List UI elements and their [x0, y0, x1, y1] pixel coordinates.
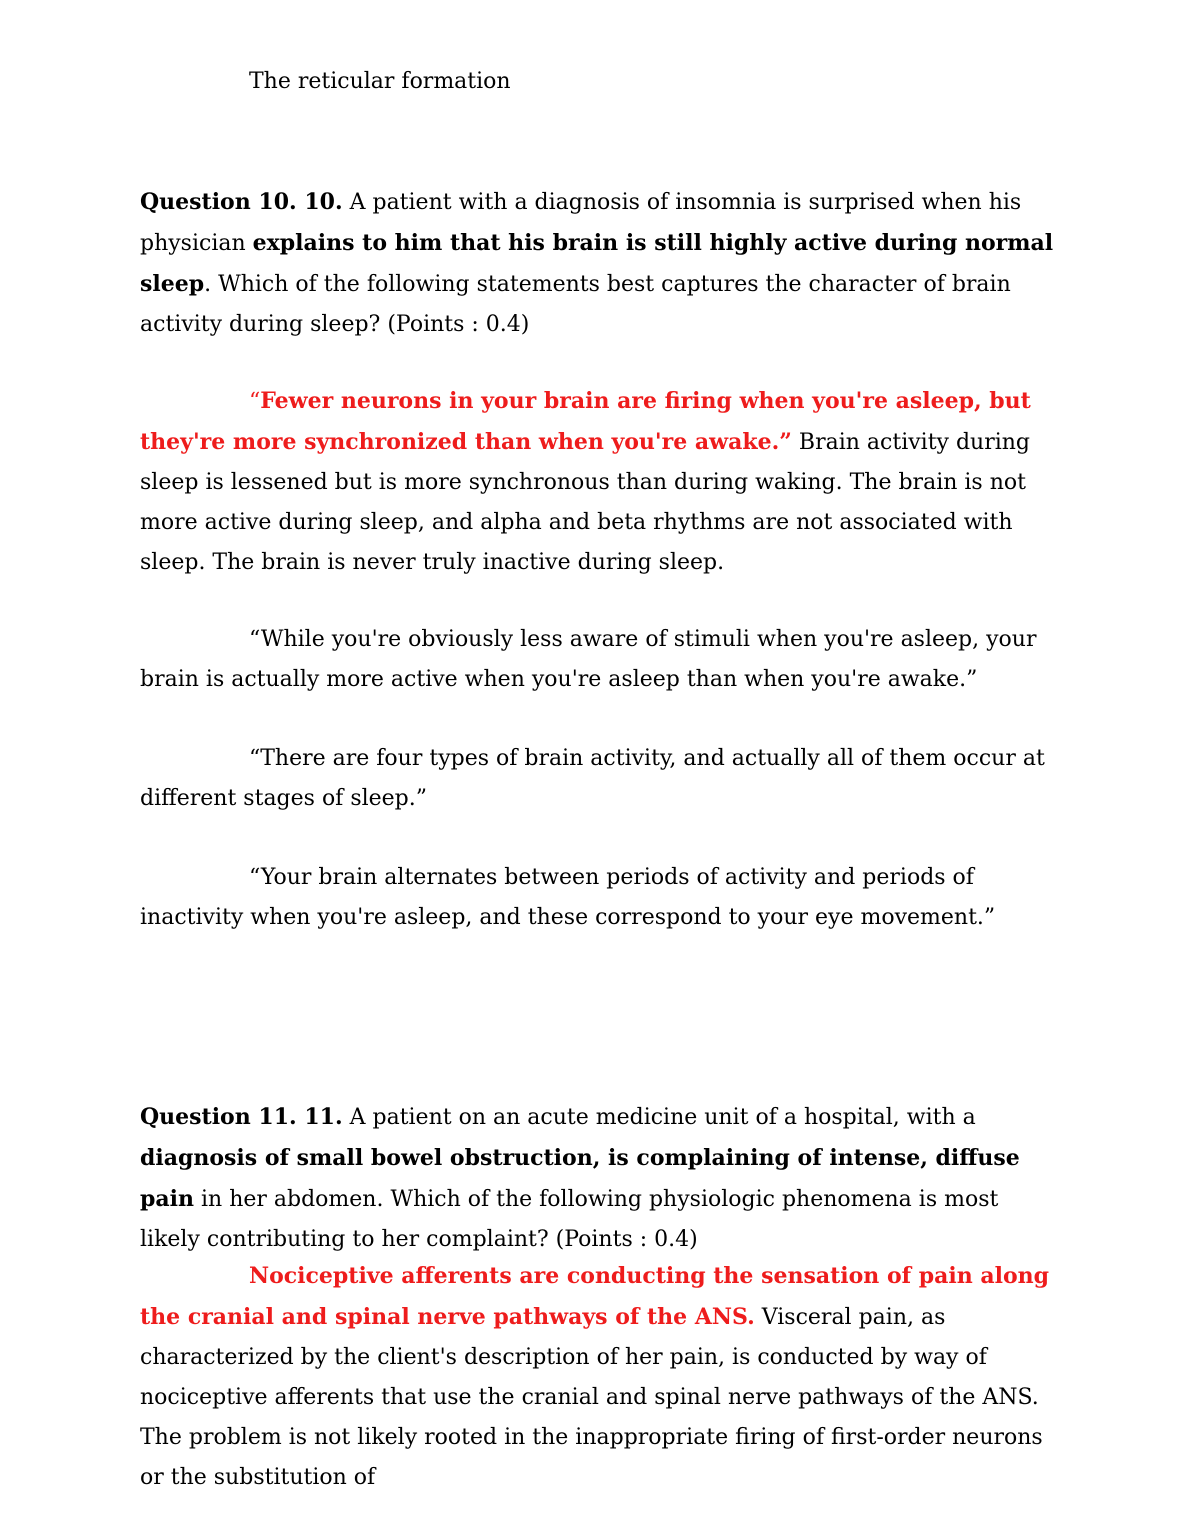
option-text: “There are four types of brain activity, and actually all of them occur at different stages of sleep.” [140, 746, 1045, 811]
option-reticular-formation [140, 62, 1060, 102]
question-11-bold-a: diagnosis of small bowel obstruction, is complaining of intense, diffuse pain [140, 1145, 1020, 1212]
option-text: “While you're obviously less aware of stimuli when you're asleep, your brain is actually more active when you're asleep than when you're awake.” [140, 627, 1037, 692]
question-11-text-b: in her abdomen. Which of the following physiologic phenomena is most likely contributing to her complaint? (Points : 0.4) [140, 1187, 999, 1252]
question-10-option-3 [140, 739, 1060, 819]
question-11-stem [140, 1097, 1060, 1260]
question-10-bold-a: explains to him that his brain is still highly active during normal sleep [140, 230, 1054, 297]
answer-open-quote: “ [249, 389, 261, 414]
question-11-correct-answer: Nociceptive afferents are conducting the sensation of pain along the cranial and spinal nerve pathways of the ANS. [140, 1263, 1050, 1330]
question-10-correct-answer: Fewer neurons in your brain are firing when you're asleep, but they're more synchronized than when you're awake.” [140, 388, 1031, 455]
question-10-label: Question 10. 10. [140, 189, 343, 215]
question-11-answer [140, 1256, 1060, 1498]
question-11-text-a: A patient on an acute medicine unit of a hospital, with a [342, 1105, 976, 1130]
option-text: “Your brain alternates between periods of activity and periods of inactivity when you're asleep, and these correspond to your eye movement.” [140, 865, 996, 930]
question-10-text-b: . Which of the following statements best captures the character of brain activity during sleep? (Points : 0.4) [140, 272, 1011, 337]
question-10-option-4 [140, 858, 1060, 938]
question-10-text-a: A patient with a diagnosis of insomnia is surprised when his physician [140, 190, 1022, 256]
question-10-answer [140, 381, 1060, 583]
option-text: The reticular formation [249, 69, 511, 94]
question-10-option-2 [140, 620, 1060, 700]
question-11-rationale: Visceral pain, as characterized by the client's description of her pain, is conducted by way of nociceptive afferents that use the cranial and spinal nerve pathways of the ANS. The problem is not likely rooted in the inappropriate firing of first-order neurons or the substitution of [140, 1305, 1043, 1490]
question-10-stem [140, 182, 1060, 345]
question-10-rationale: Brain activity during sleep is lessened but is more synchronous than during waking. The brain is not more active during sleep, and alpha and beta rhythms are not associated with sleep. The brain is never truly inactive during sleep. [140, 430, 1031, 575]
question-11-label: Question 11. 11. [140, 1104, 343, 1130]
